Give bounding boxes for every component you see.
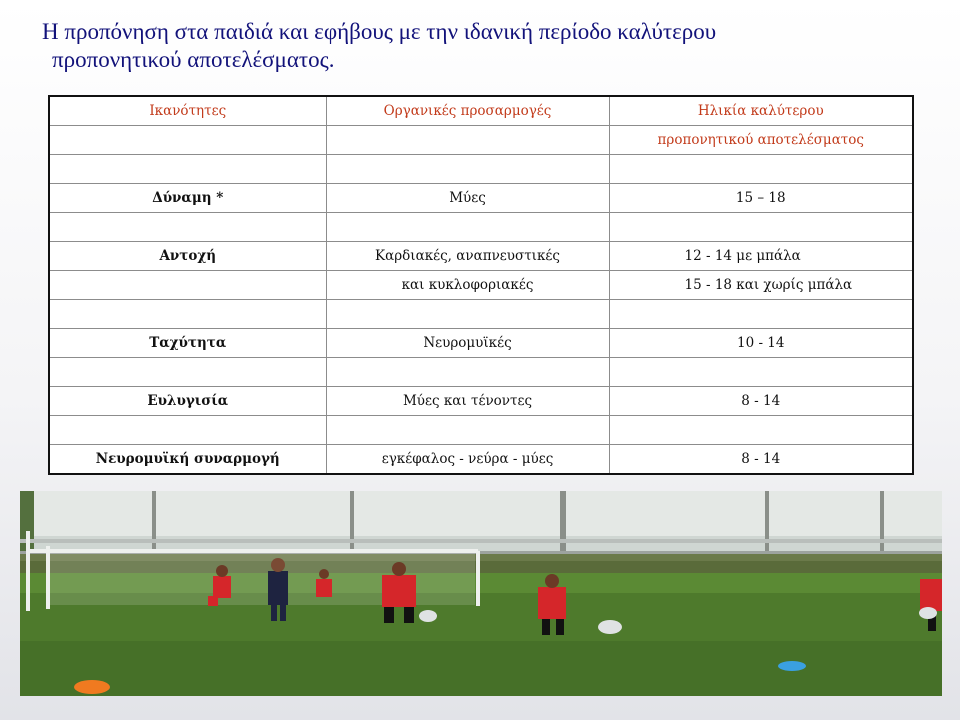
age-cell: 12 - 14 με μπάλα	[609, 242, 913, 271]
age-cell: 8 - 14	[609, 387, 913, 416]
table-row-endurance	[49, 242, 913, 271]
adaptation-cell: Νευρομυϊκές	[326, 329, 609, 358]
table-row-coordination	[49, 445, 913, 475]
table-row-endurance-2	[49, 271, 913, 300]
table-row-strength	[49, 184, 913, 213]
empty-cell	[49, 271, 326, 300]
adaptation-cell: Καρδιακές, αναπνευστικές	[326, 242, 609, 271]
adaptation-cell: εγκέφαλος - νεύρα - μύες	[326, 445, 609, 475]
spacer-row	[49, 213, 913, 242]
header-adaptations: Οργανικές προσαρμογές	[326, 96, 609, 126]
table-row-flexibility	[49, 387, 913, 416]
empty-cell	[326, 126, 609, 155]
ability-cell: Νευρομυϊκή συναρμογή	[49, 445, 326, 475]
ability-cell: Δύναμη *	[49, 184, 326, 213]
age-cell: 10 - 14	[609, 329, 913, 358]
spacer-row	[49, 358, 913, 387]
header-row	[49, 96, 913, 126]
ability-cell: Αντοχή	[49, 242, 326, 271]
training-photo	[20, 491, 942, 696]
cone-blue	[778, 661, 806, 671]
header-row-2	[49, 126, 913, 155]
header-best-age: Ηλικία καλύτερου	[609, 96, 913, 126]
spacer-row	[49, 155, 913, 184]
slide-title-line-2: προπονητικού αποτελέσματος.	[52, 47, 335, 72]
age-cell: 15 – 18	[609, 184, 913, 213]
header-abilities: Ικανότητες	[49, 96, 326, 126]
training-ages-table	[48, 95, 914, 475]
spacer-row	[49, 416, 913, 445]
slide-title	[24, 18, 924, 74]
age-cell: 8 - 14	[609, 445, 913, 475]
cone-orange	[74, 680, 110, 694]
age-cell: 15 - 18 και χωρίς μπάλα	[609, 271, 913, 300]
ability-cell: Ευλυγισία	[49, 387, 326, 416]
header-best-age-line-2: προπονητικού αποτελέσματος	[609, 126, 913, 155]
ability-cell: Ταχύτητα	[49, 329, 326, 358]
empty-cell	[49, 126, 326, 155]
spacer-row	[49, 300, 913, 329]
slide-title-line-1: Η προπόνηση στα παιδιά και εφήβους με την ιδανική περίοδο καλύτερου	[42, 19, 717, 44]
table-row-speed	[49, 329, 913, 358]
adaptation-cell: Μύες και τένοντες	[326, 387, 609, 416]
adaptation-cell: και κυκλοφοριακές	[326, 271, 609, 300]
adaptation-cell: Μύες	[326, 184, 609, 213]
